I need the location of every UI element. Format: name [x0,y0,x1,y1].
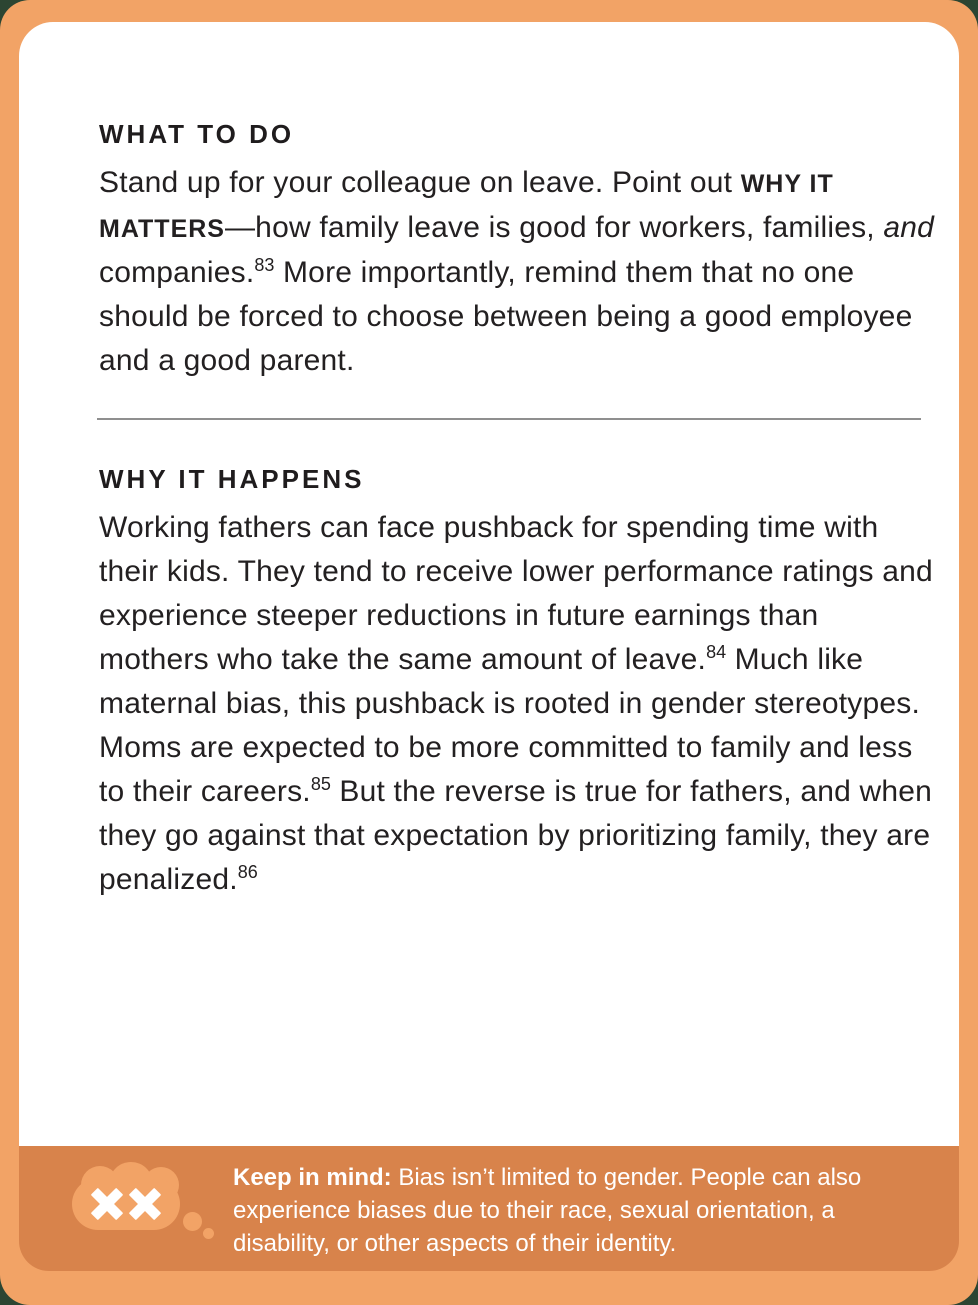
x-eye-icon [129,1188,161,1220]
what-to-do-heading: WHAT TO DO [99,119,295,149]
section-divider [97,418,921,420]
keep-in-mind-note: Keep in mind: Bias isn’t limited to gender. People can also experience biases due to their race, sexual orientation, a disability, or other aspects of their identity. [233,1164,862,1257]
footer-callout [19,1146,959,1271]
bubble-tail-dot [203,1228,214,1239]
why-it-happens-paragraph: Working fathers can face pushback for spending time with their kids. They tend to receive lower performance ratings and experience steeper reductions in future earnings than mothers who take the same amount of leave.$^{84}$ Much like maternal bias, this pushback is rooted in gender stereotypes. Moms are expected to be more committed to family and less to their careers.$^{85}$ But the reverse is true for fathers, and when they go against that expectation by prioritizing family, they are penalized.$^{86}$ [99,511,933,896]
bubble-body-shape [72,1178,180,1230]
why-it-happens-heading: WHY IT HAPPENS [99,464,365,494]
content-card [19,22,959,1146]
x-eye-icon [91,1188,123,1220]
bubble-tail-dot [183,1212,202,1231]
what-to-do-paragraph: Stand up for your colleague on leave. Point out WHY IT MATTERS—how family leave is good for workers, families, and companies.$^{83}$ More importantly, remind them that no one should be forced to choose between being a good employee and a good parent. [99,166,935,377]
thought-bubble-with-x-eyes-icon [69,1164,229,1254]
